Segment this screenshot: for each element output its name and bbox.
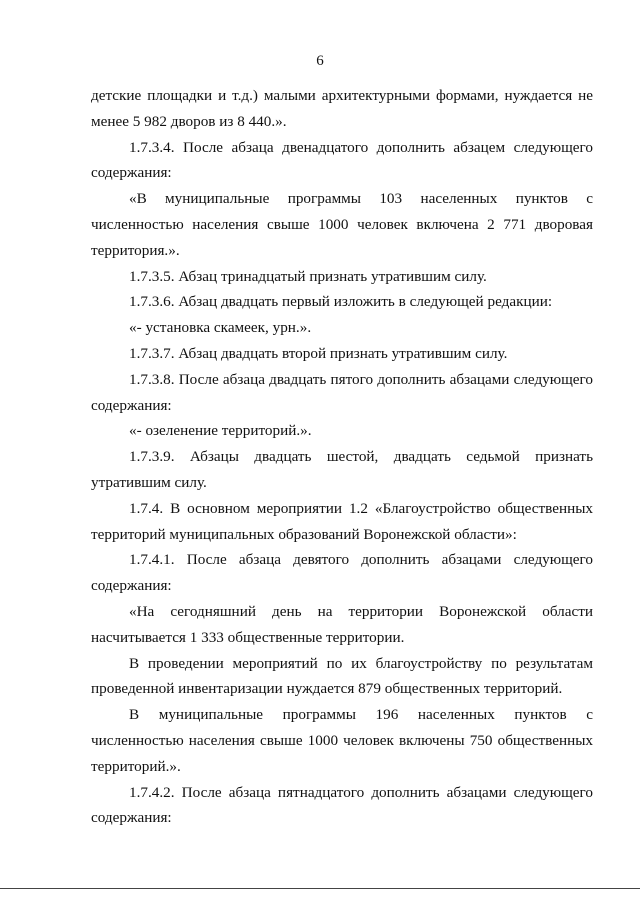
paragraph: 1.7.3.7. Абзац двадцать второй признать утратившим силу. — [129, 344, 508, 362]
paragraph: 1.7.3.4. После абзаца двенадцатого дополнить абзацем следующего содержания: — [91, 138, 593, 182]
paragraph: 1.7.4. В основном мероприятии 1.2 «Благоустройство общественных территорий муниципальных образований Воронежской области»: — [91, 499, 593, 543]
page-number: 6 — [316, 53, 324, 69]
paragraph: 1.7.3.5. Абзац тринадцатый признать утратившим силу. — [129, 267, 487, 285]
paragraph: «- озеленение территорий.». — [129, 422, 312, 440]
paragraph: 1.7.3.8. После абзаца двадцать пятого дополнить абзацами следующего содержания: — [91, 370, 593, 414]
paragraph: «В муниципальные программы 103 населенных пунктов с численностью населения свыше 1000 человек включена 2 771 дворовая территория.». — [91, 190, 593, 259]
paragraph: «- установка скамеек, урн.». — [129, 319, 312, 337]
paragraph: «На сегодняшний день на территории Воронежской области насчитывается 1 333 общественные территории. — [91, 602, 593, 646]
scan-edge-line — [0, 888, 640, 889]
paragraph: 1.7.3.6. Абзац двадцать первый изложить в следующей редакции: — [129, 293, 553, 311]
paragraph: В проведении мероприятий по их благоустройству по результатам проведенной инвентаризации нуждается 879 общественных территорий. — [91, 654, 593, 698]
paragraph: 1.7.4.1. После абзаца девятого дополнить абзацами следующего содержания: — [91, 551, 593, 595]
paragraph: В муниципальные программы 196 населенных пунктов с численностью населения свыше 1000 человек включены 750 общественных территорий.». — [91, 706, 593, 775]
document-body — [91, 83, 593, 831]
paragraph: 1.7.3.9. Абзацы двадцать шестой, двадцать седьмой признать утратившим силу. — [91, 448, 593, 491]
paragraph: 1.7.4.2. После абзаца пятнадцатого дополнить абзацами следующего содержания: — [91, 783, 593, 827]
paragraph: детские площадки и т.д.) малыми архитектурными формами, нуждается не менее 5 982 дворов из 8 440.». — [91, 87, 593, 130]
